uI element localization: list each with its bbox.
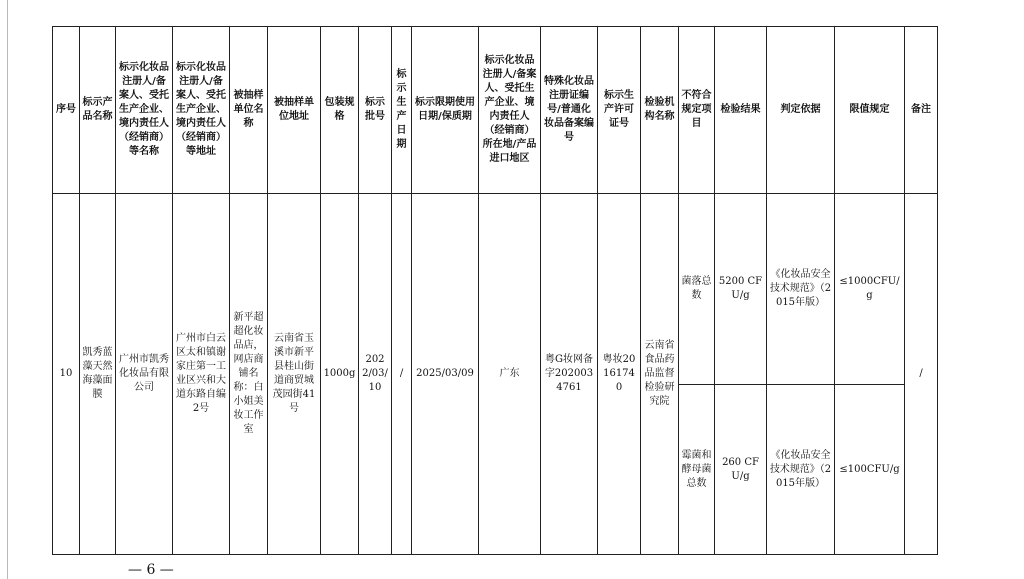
cell-registrant-address: 广州市白云区太和镇谢家庄第一工业区兴和大道东路自编2号: [173, 194, 230, 555]
header-registrant-name: 标示化妆品注册人/备案人、受托生产企业、境内责任人（经销商）等名称: [116, 27, 173, 194]
cell-failed-item: 霉菌和酵母菌总数: [679, 385, 715, 555]
cell-limit: ≤100CFU/g: [835, 385, 905, 555]
cell-failed-item: 菌落总数: [679, 194, 715, 385]
cell-sampled-unit-address: 云南省玉溪市新平县桂山街道商贸城茂园街41号: [268, 194, 321, 555]
header-basis: 判定依据: [767, 27, 835, 194]
cell-inspection-org: 云南省食品药品监督检验研究院: [641, 194, 679, 555]
header-row: [53, 27, 938, 194]
header-spec: 包装规格: [321, 27, 359, 194]
header-origin: 标示化妆品注册人/备案人、受托生产企业、境内责任人（经销商）所在地/产品进口地区: [479, 27, 541, 194]
header-registration-no: 特殊化妆品注册证编号/普通化妆品备案编号: [541, 27, 598, 194]
page-edge: [7, 0, 8, 579]
header-sampled-unit-name: 被抽样单位名称: [230, 27, 268, 194]
inspection-results-table: [52, 26, 938, 555]
header-production-date: 标示生产日期: [392, 27, 412, 194]
cell-origin: 广东: [479, 194, 541, 555]
cell-batch: 2022/03/10: [359, 194, 392, 555]
cell-expiry: 2025/03/09: [412, 194, 479, 555]
cell-remark: /: [905, 194, 938, 555]
header-inspection-org: 检验机构名称: [641, 27, 679, 194]
header-license-no: 标示生产许可证号: [598, 27, 641, 194]
table-row: [53, 194, 938, 385]
cell-license-no: 粤妆20161740: [598, 194, 641, 555]
header-seq: 序号: [53, 27, 80, 194]
header-batch: 标示批号: [359, 27, 392, 194]
header-registrant-address: 标示化妆品注册人/备案人、受托生产企业、境内责任人（经销商）等地址: [173, 27, 230, 194]
header-expiry: 标示限期使用日期/保质期: [412, 27, 479, 194]
cell-product-name: 凯秀蓝藻天然海藻面膜: [80, 194, 116, 555]
cell-basis: 《化妆品安全技术规范》（2015年版）: [767, 385, 835, 555]
cell-limit: ≤1000CFU/g: [835, 194, 905, 385]
header-product-name: 标示产品名称: [80, 27, 116, 194]
header-limit: 限值规定: [835, 27, 905, 194]
cell-result: 5200 CFU/g: [715, 194, 767, 385]
page-number: — 6 —: [128, 562, 174, 578]
header-remark: 备注: [905, 27, 938, 194]
cell-spec: 1000g: [321, 194, 359, 555]
header-failed-item: 不符合规定项目: [679, 27, 715, 194]
cell-basis: 《化妆品安全技术规范》（2015年版）: [767, 194, 835, 385]
cell-registrant-name: 广州市凯秀化妆品有限公司: [116, 194, 173, 555]
cell-production-date: /: [392, 194, 412, 555]
cell-result: 260 CFU/g: [715, 385, 767, 555]
header-sampled-unit-address: 被抽样单位地址: [268, 27, 321, 194]
cell-registration-no: 粤G妆网备字2020034761: [541, 194, 598, 555]
cell-sampled-unit-name: 新平超超化妆品店，网店商铺名称：白小姐美妆工作室: [230, 194, 268, 555]
cell-seq: 10: [53, 194, 80, 555]
header-result: 检验结果: [715, 27, 767, 194]
